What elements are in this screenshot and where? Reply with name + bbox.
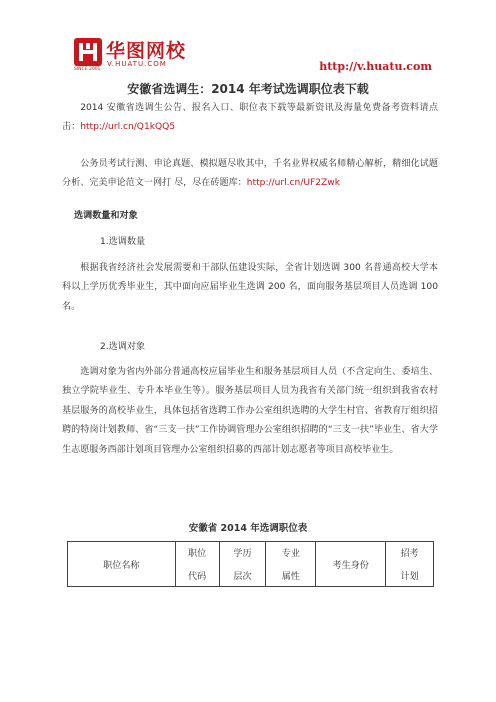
col-education-level-line2: 层次 xyxy=(233,572,252,582)
subheading-target-text: 2.选调对象 xyxy=(100,342,146,352)
intro-text-1: 2014 安徽省选调生公告、报名入口、职位表下载等最新资讯及海量免费备考资料请点击： xyxy=(62,103,438,133)
logo-since: SINCE 2001 xyxy=(74,67,101,72)
col-recruit-plan xyxy=(386,542,434,587)
intro-link-2[interactable]: http://url.cn/UF2Zwk xyxy=(246,178,340,189)
table-title: 安徽省 2014 年选调职位表 xyxy=(188,523,308,534)
intro-text-2: 公务员考试行测、申论真题、模拟题尽收其中，千名业界权威名师精心解析，精细化试题分析、完美申论范文一网打 尽，尽在砖题库： xyxy=(62,159,438,189)
logo-chinese-name: 华图网校 xyxy=(106,40,187,62)
position-table xyxy=(67,541,434,587)
col-recruit-plan-line2: 计划 xyxy=(400,572,419,582)
col-position-code xyxy=(175,542,219,587)
target-paragraph-text: 选调对象为省内外部分普通高校应届毕业生和服务基层项目人员（不含定向生、委培生、独立学院毕业生、专升本毕业生等）。服务基层项目人员为我省有关部门统一组织到我省农村基层服务的高校毕业生，具体包括省选聘工作办公室组织选聘的大学生村官、省教育厅组织招聘的特岗计划教师、省“三支一扶”工作协调管理办公室组织招聘的“三支一扶”毕业生、省大学生志愿服务西部计划项目管理办公室组织招募的西部计划志愿者等项目高校毕业生。 xyxy=(62,367,438,455)
quantity-paragraph-text: 根据我省经济社会发展需要和干部队伍建设实际，全省计划选调 300 名普通高校大学本科以上学历优秀毕业生，其中面向应届毕业生选调 200 名，面向服务基层项目人员选调 100 名。 xyxy=(62,263,438,312)
col-education-level-line1: 学历 xyxy=(233,549,252,559)
col-major-attribute-line1: 专业 xyxy=(281,549,300,559)
col-major-attribute xyxy=(266,542,316,587)
col-candidate-status: 考生身份 xyxy=(316,542,386,587)
col-recruit-plan-line1: 招考 xyxy=(400,549,419,559)
col-position-code-line2: 代码 xyxy=(188,572,207,582)
logo-english-name: V.HUATU.COM xyxy=(107,60,167,68)
subheading-target xyxy=(62,338,438,357)
col-major-attribute-line2: 属性 xyxy=(281,572,300,582)
col-position-code-line1: 职位 xyxy=(188,549,207,559)
table-header-row xyxy=(68,542,434,587)
target-paragraph xyxy=(62,363,438,460)
section-heading xyxy=(62,207,438,226)
subheading-quantity xyxy=(62,233,438,252)
document-title: 安徽省选调生：2014 年考试选调职位表下载 xyxy=(127,82,369,96)
subheading-quantity-text: 1.选调数量 xyxy=(100,237,146,247)
section-heading-text: 选调数量和对象 xyxy=(74,211,138,221)
header-url-link[interactable]: http://v.huatu.com xyxy=(319,60,432,73)
col-position-name: 职位名称 xyxy=(68,542,176,587)
col-education-level xyxy=(219,542,266,587)
huatu-badge-icon xyxy=(74,38,102,66)
intro-paragraph-1 xyxy=(62,99,438,138)
quantity-paragraph xyxy=(62,259,438,317)
huatu-logo[interactable] xyxy=(74,36,204,76)
intro-link-1[interactable]: http://url.cn/Q1kQQ5 xyxy=(80,122,176,133)
intro-paragraph-2 xyxy=(62,155,438,194)
